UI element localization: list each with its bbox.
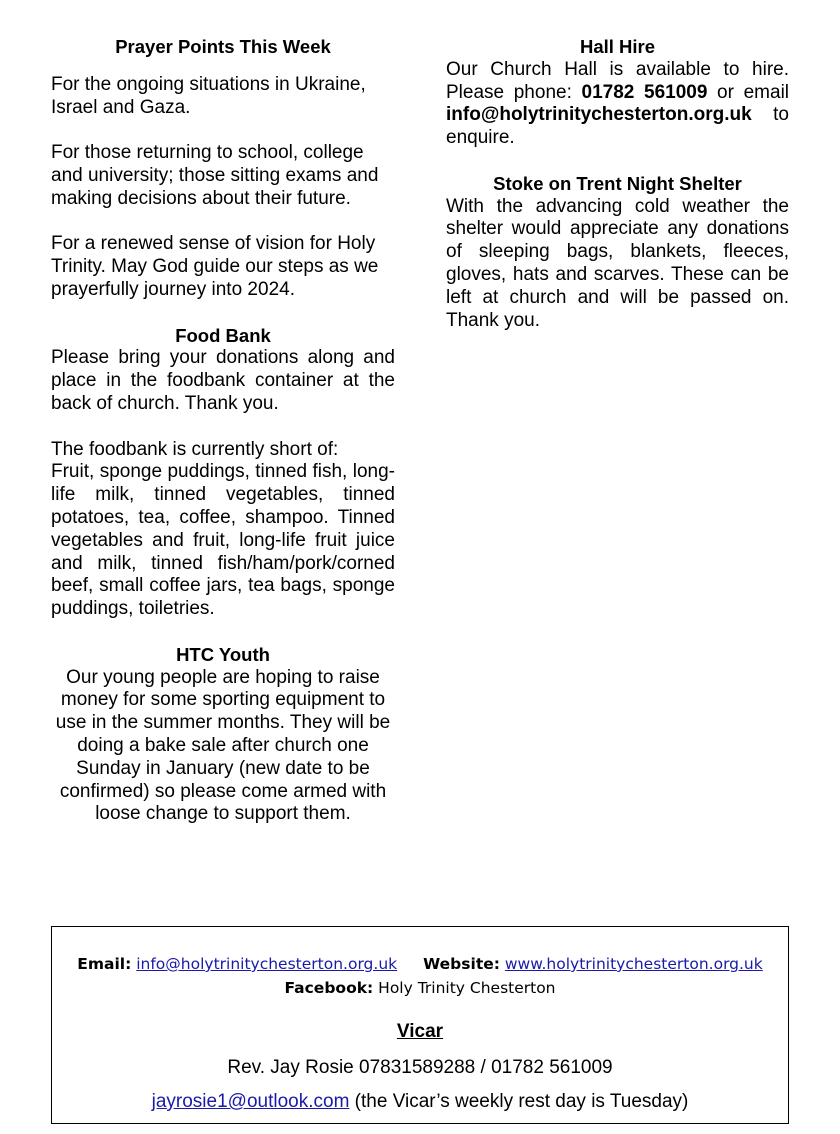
food-bank-heading: Food Bank xyxy=(175,324,271,346)
food-bank-short-of-intro: The foodbank is currently short of: xyxy=(51,438,339,460)
hall-hire-phone: 01782 561009 xyxy=(581,81,708,103)
prayer-point-2: For those returning to school, college and university; those sitting exams and making decisions about their future. xyxy=(51,142,379,209)
footer-facebook-line xyxy=(52,979,788,997)
hall-hire-heading: Hall Hire xyxy=(579,36,656,57)
night-shelter-text: With the advancing cold weather the shelter would appreciate any donations of sleeping bags, blankets, fleeces, gloves, hats and scarves. These can be left at church and will be passed on. Thank you. xyxy=(446,195,789,331)
footer-facebook-value: Holy Trinity Chesterton xyxy=(373,979,556,997)
hall-hire-text: Our Church Hall is available to hire. Please phone: 01782 561009 or email info@holytrinitychesterton.org.uk to enquire. xyxy=(446,58,790,149)
left-column xyxy=(51,36,395,826)
htc-youth-heading: HTC Youth xyxy=(176,643,270,665)
vicar-rest-day-note: (the Vicar’s weekly rest day is Tuesday) xyxy=(349,1091,689,1112)
contact-box xyxy=(51,926,789,1124)
footer-facebook-label: Facebook: xyxy=(284,979,374,997)
footer-website-label: Website: xyxy=(423,955,500,973)
right-column xyxy=(446,36,789,332)
footer-email-link[interactable]: info@holytrinitychesterton.org.uk xyxy=(136,955,398,973)
night-shelter-heading: Stoke on Trent Night Shelter xyxy=(493,172,742,194)
hall-hire-email: info@holytrinitychesterton.org.uk xyxy=(446,104,752,126)
footer-contact-line xyxy=(52,955,788,973)
htc-youth-text: Our young people are hoping to raise money for some sporting equipment to use in the summer months. They will be doing a bake sale after church one Sunday in January (new date to be confirmed) so please come armed with loose change to support them. xyxy=(55,666,391,825)
food-bank-donations-text: Please bring your donations along and place in the foodbank container at the back of church. Thank you. xyxy=(51,347,395,414)
footer-email-label: Email: xyxy=(77,955,132,973)
prayer-point-1: For the ongoing situations in Ukraine, Israel and Gaza. xyxy=(51,73,366,118)
prayer-points-heading: Prayer Points This Week xyxy=(115,36,331,57)
vicar-email-line xyxy=(52,1091,788,1113)
vicar-heading: Vicar xyxy=(396,1021,444,1042)
vicar-email-link[interactable]: jayrosie1@outlook.com xyxy=(151,1091,350,1112)
food-bank-short-of-list: Fruit, sponge puddings, tinned fish, long-life milk, tinned vegetables, tinned potatoes, tea, coffee, shampoo. Tinned vegetables and fruit, long-life fruit juice and milk, tinned fish/ham/pork/corned beef, small coffee jars, tea bags, sponge puddings, toiletries. xyxy=(51,461,395,620)
vicar-contact-line: Rev. Jay Rosie 07831589288 / 01782 561009 xyxy=(227,1057,613,1078)
footer-website-link[interactable]: www.holytrinitychesterton.org.uk xyxy=(504,955,763,973)
prayer-point-3: For a renewed sense of vision for Holy Trinity. May God guide our steps as we prayerfully journey into 2024. xyxy=(51,233,379,300)
